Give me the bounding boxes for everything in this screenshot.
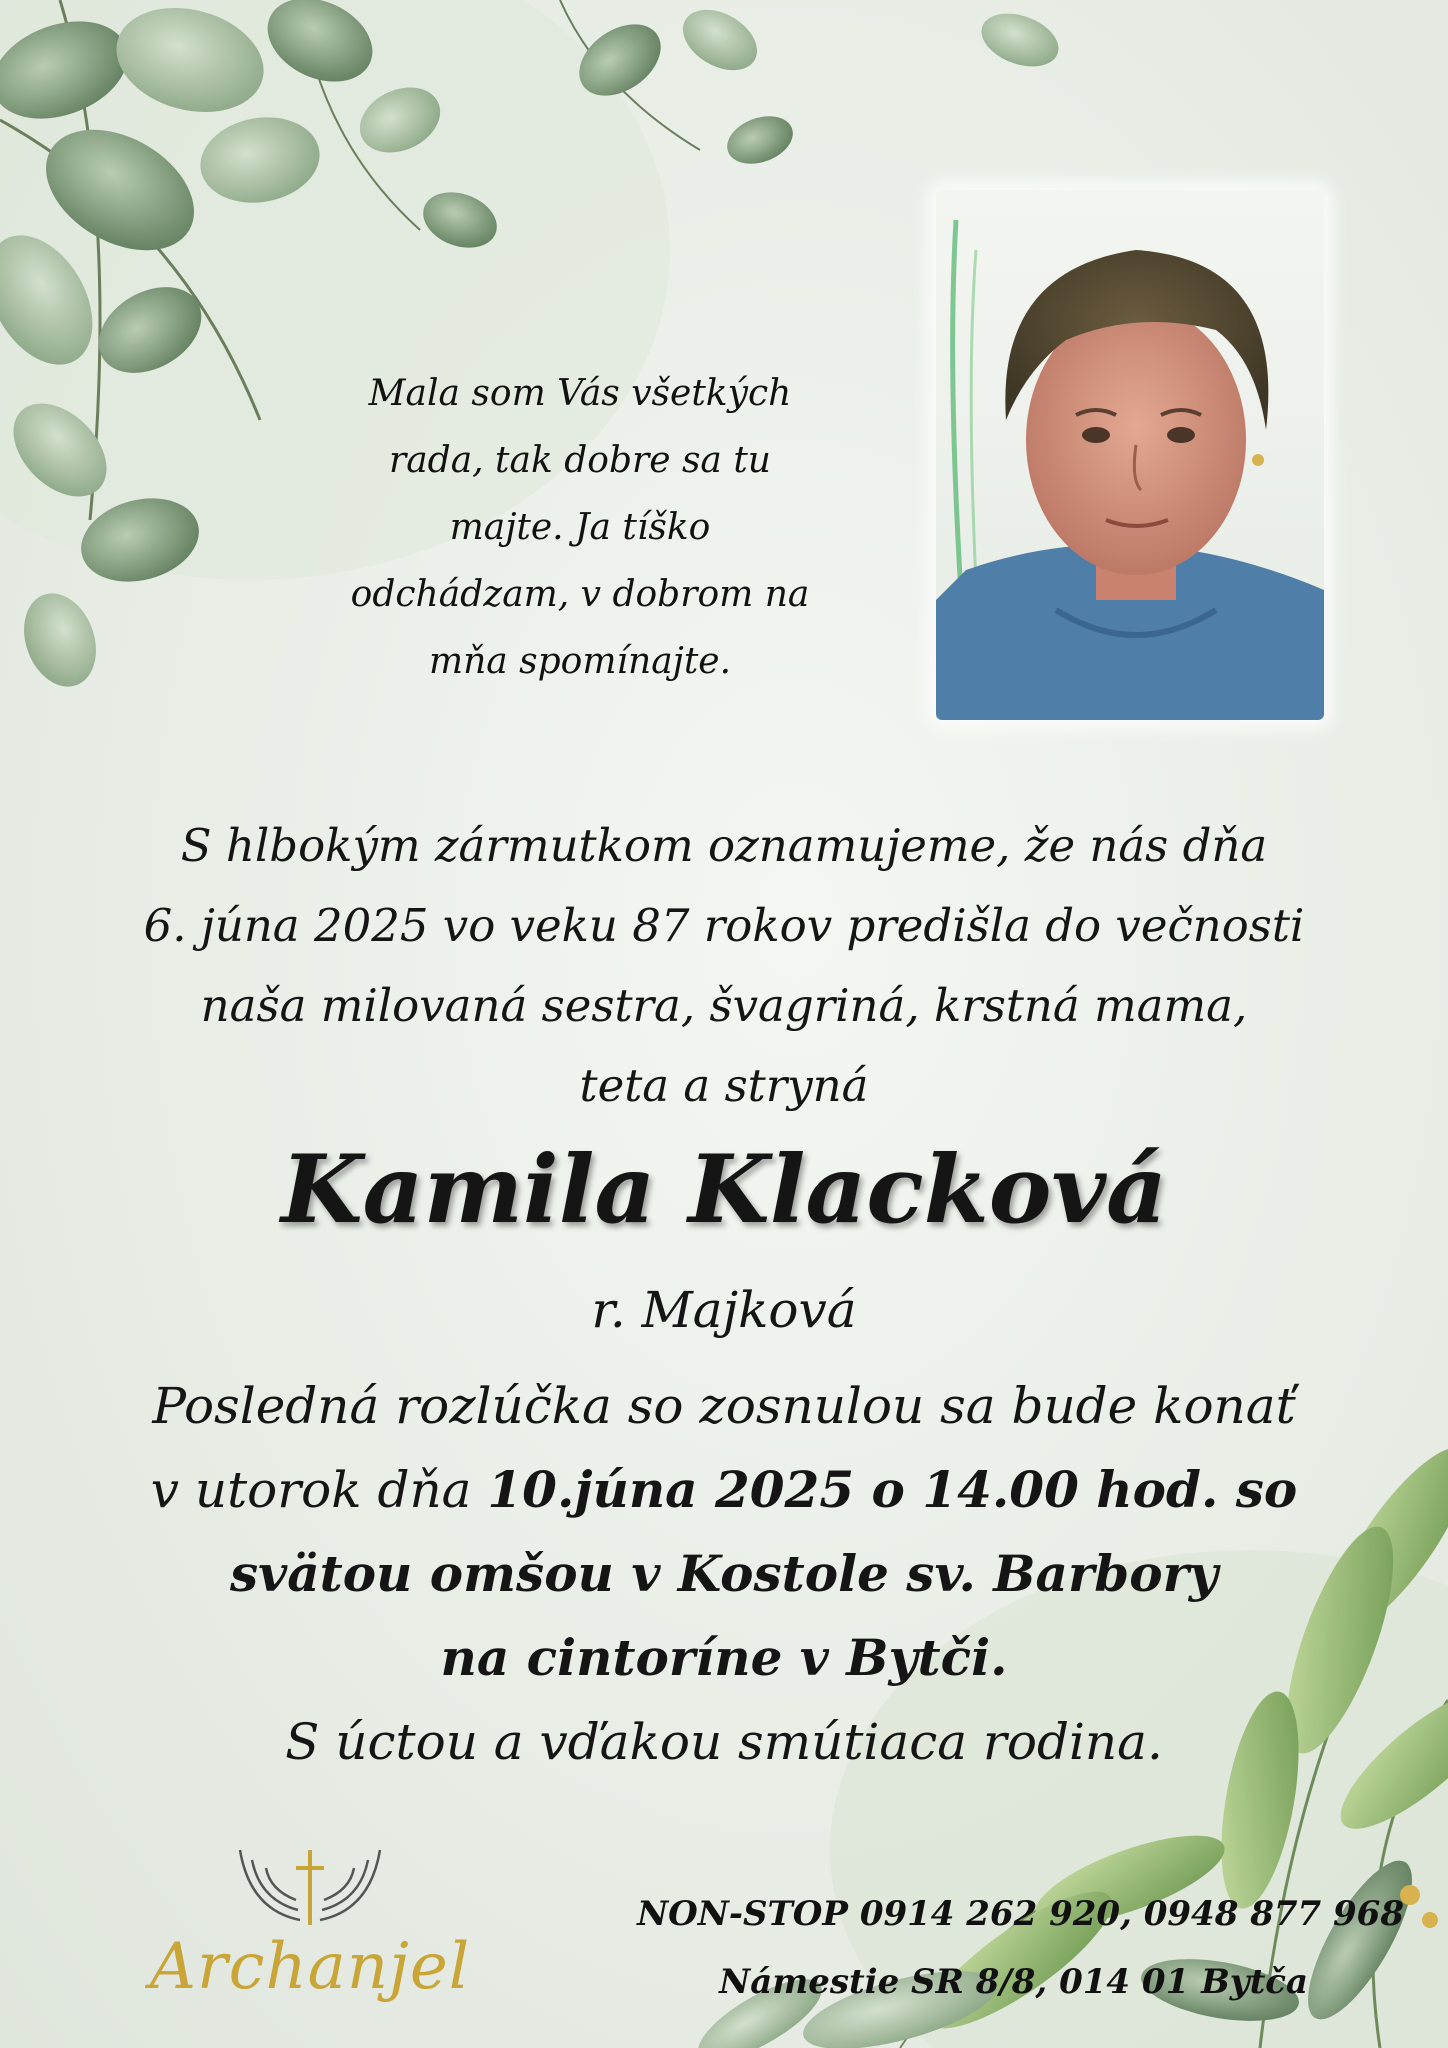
poem-line: mňa spomínajte. bbox=[428, 641, 732, 682]
announcement-line: naša milovaná sestra, švagriná, krstná mama, bbox=[200, 979, 1248, 1032]
announcement bbox=[40, 806, 1408, 1126]
poem-line: rada, tak dobre sa tu bbox=[388, 440, 771, 481]
maiden-name: r. Majková bbox=[591, 1281, 857, 1339]
ceremony-line-1: Posledná rozlúčka so zosnulou sa bude konať bbox=[152, 1377, 1296, 1435]
announcement-line: teta a stryná bbox=[579, 1059, 869, 1112]
ceremony-church: svätou omšou v Kostole sv. Barbory bbox=[230, 1544, 1218, 1603]
closing-line: S úctou a vďakou smútiaca rodina. bbox=[285, 1713, 1163, 1771]
deceased-name: Kamila Klacková bbox=[280, 1135, 1168, 1245]
logo-text: Archanjel bbox=[149, 1930, 471, 2004]
ceremony-date-time: 10.júna 2025 o 14.00 hod. so bbox=[487, 1460, 1298, 1519]
farewell-poem bbox=[260, 360, 900, 695]
ceremony-line-3 bbox=[40, 1532, 1408, 1616]
poem-line: Mala som Vás všetkých bbox=[368, 373, 792, 414]
ceremony-line-2 bbox=[40, 1448, 1408, 1532]
announcement-line: 6. júna 2025 vo veku 87 rokov predišla do večnosti bbox=[143, 899, 1305, 952]
angel-wings-icon bbox=[120, 1830, 500, 1940]
ceremony-cemetery: na cintoríne v Bytči. bbox=[440, 1628, 1008, 1687]
poem-line: majte. Ja tíško bbox=[449, 507, 711, 548]
ceremony-day: v utorok dňa bbox=[150, 1461, 488, 1519]
archanjel-logo bbox=[120, 1830, 500, 2010]
poem-line: odchádzam, v dobrom na bbox=[350, 574, 810, 615]
ceremony-details bbox=[40, 1364, 1408, 1784]
portrait-photo bbox=[936, 190, 1324, 720]
announcement-line: S hlbokým zármutkom oznamujeme, že nás dňa bbox=[180, 819, 1268, 872]
ceremony-line-4 bbox=[40, 1616, 1408, 1700]
address: Námestie SR 8/8, 014 01 Bytča bbox=[719, 1962, 1308, 2002]
phone-numbers: NON-STOP 0914 262 920, 0948 877 968 bbox=[637, 1894, 1404, 1934]
